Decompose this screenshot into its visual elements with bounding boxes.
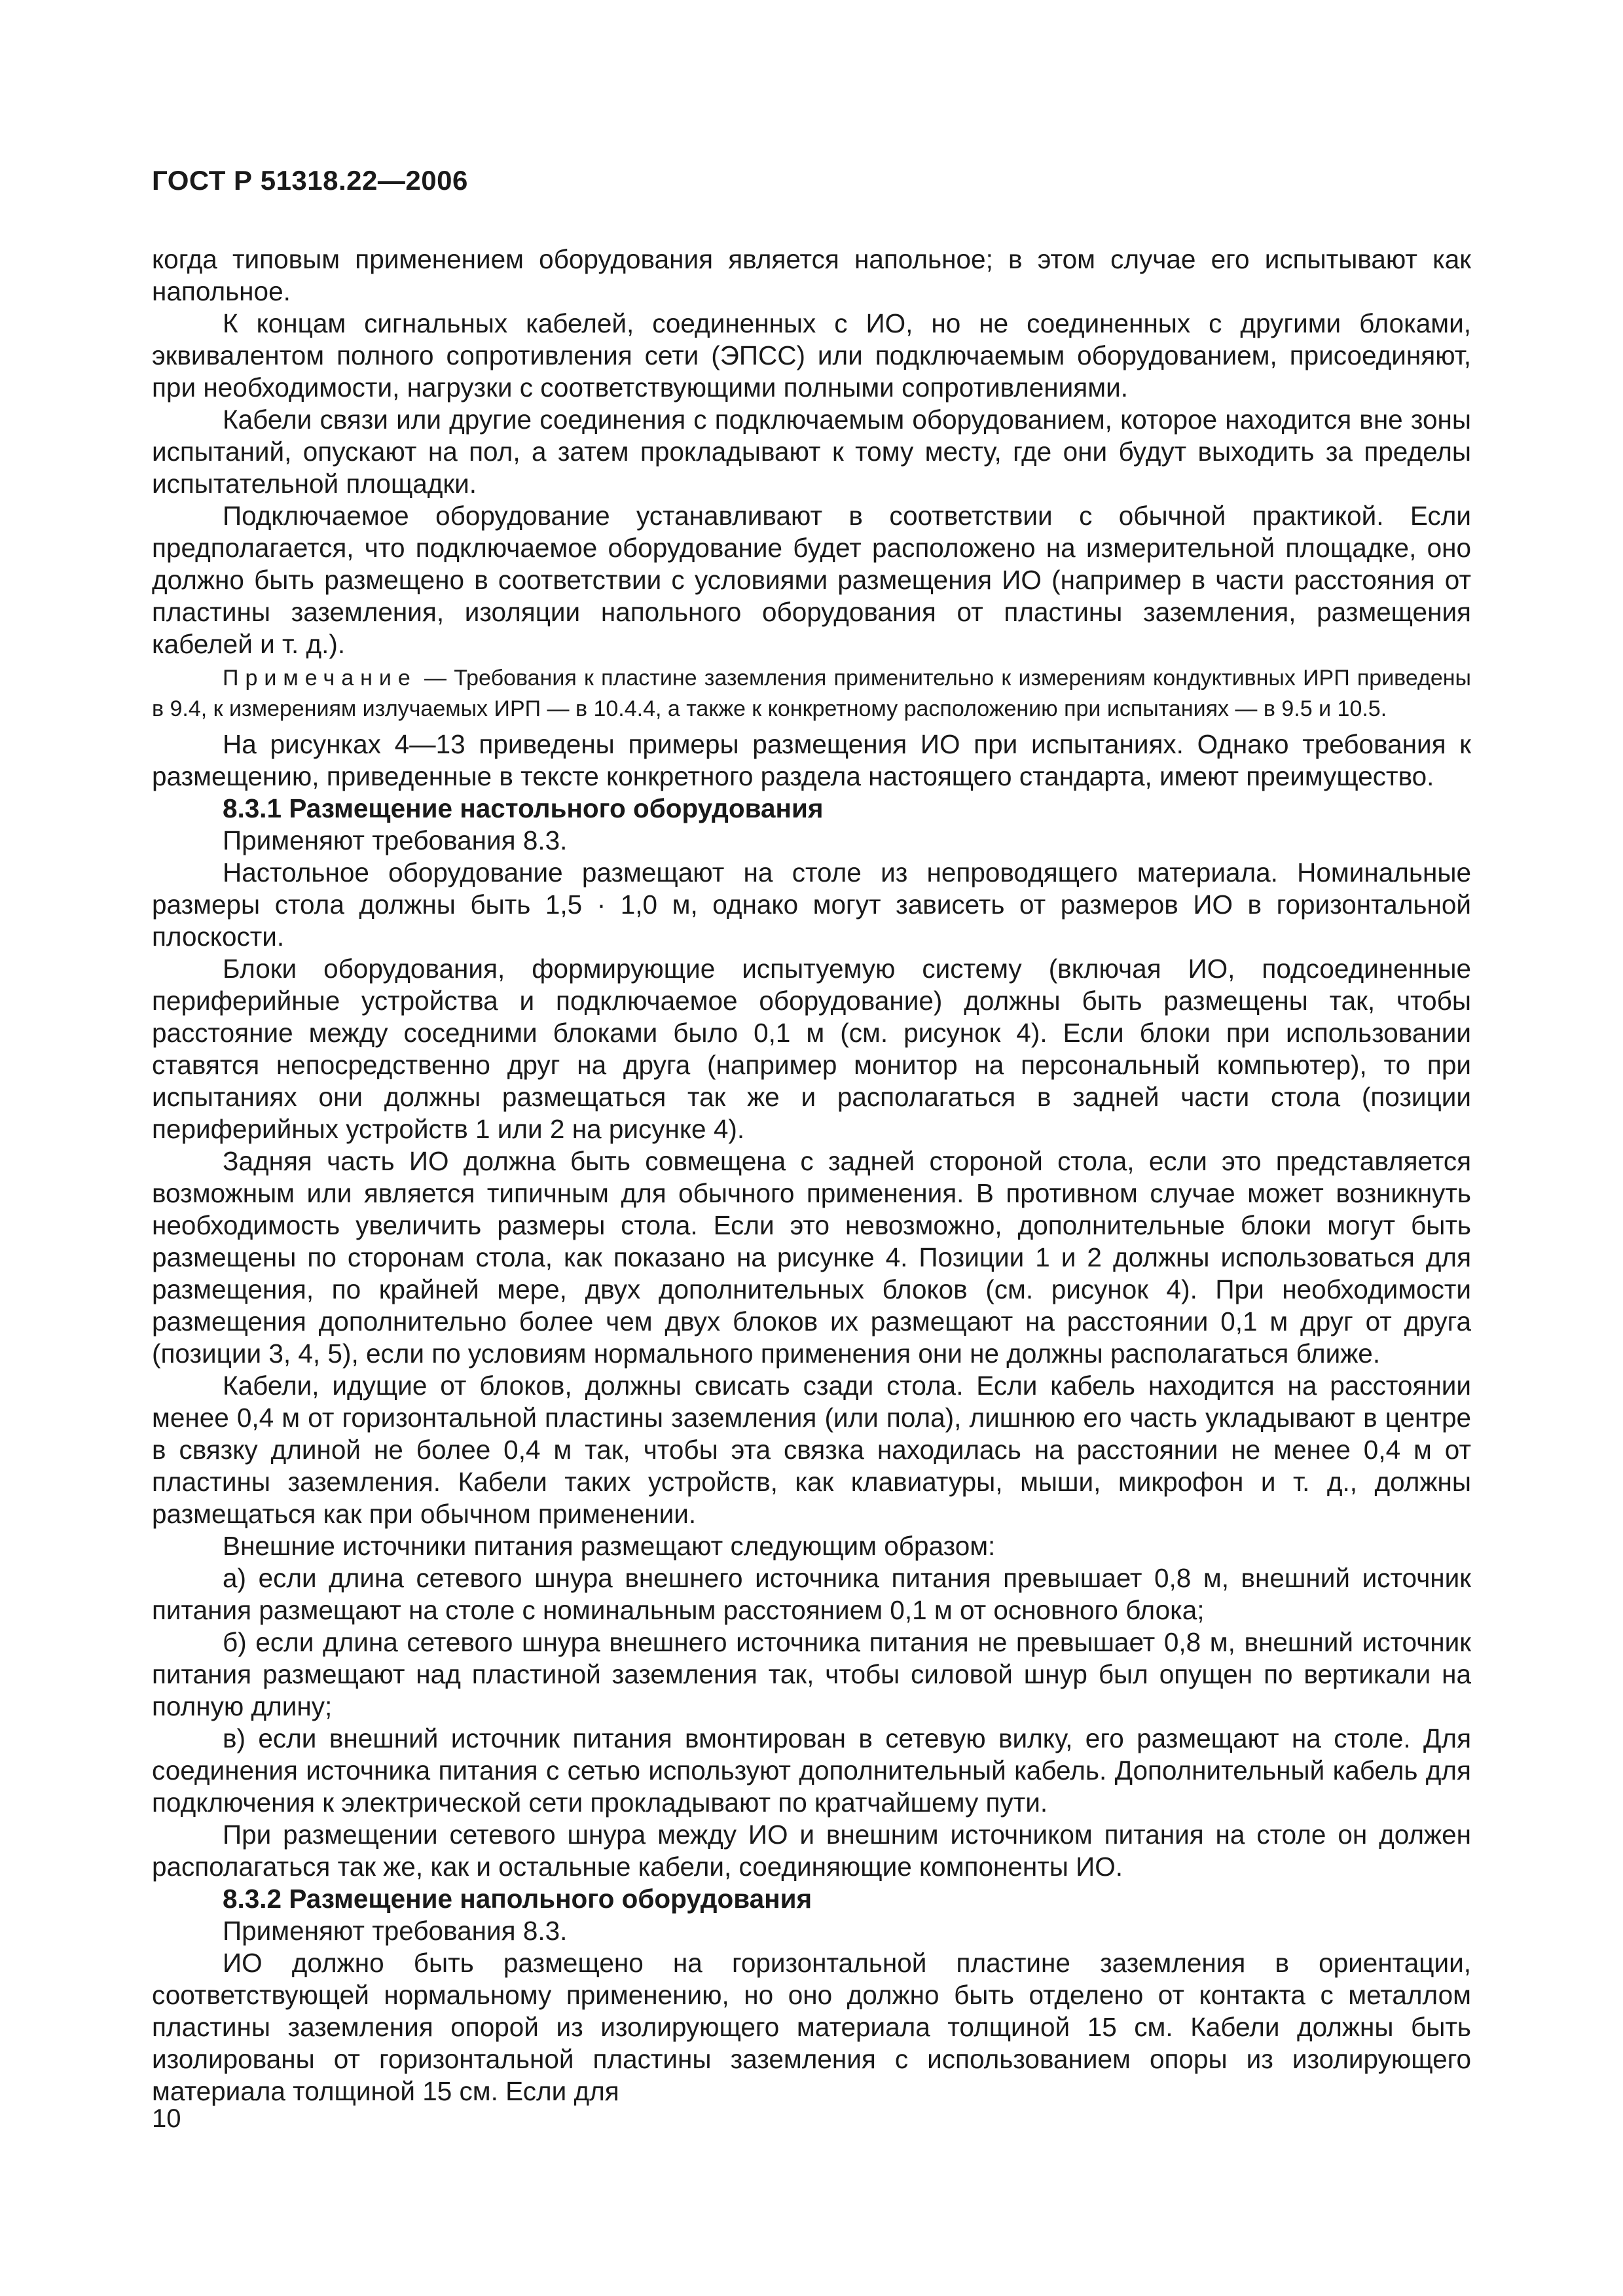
- body-text: [152, 243, 1471, 2108]
- section-heading: 8.3.1 Размещение настольного оборудования: [223, 793, 824, 823]
- note-label: Примечание: [223, 666, 417, 691]
- list-item: в) если внешний источник питания вмонтирован в сетевую вилку, его размещают на столе. Для соединения источника питания с сетью используют дополнительный кабель. Дополнительный кабель для подключения к электрической сети прокладывают по кратчайшему пути.: [152, 1723, 1471, 1818]
- list-item: б) если длина сетевого шнура внешнего источника питания не превышает 0,8 м, внешний источник питания размещают над пластиной заземления так, чтобы силовой шнур был опущен по вертикали на полную длину;: [152, 1627, 1471, 1721]
- paragraph: На рисунках 4—13 приведены примеры размещения ИО при испытаниях. Однако требования к размещению, приведенные в тексте конкретного раздела настоящего стандарта, имеют преимущество.: [152, 729, 1471, 791]
- paragraph: Задняя часть ИО должна быть совмещена с задней стороной стола, если это представляется возможным или является типичным для обычного применения. В противном случае может возникнуть необходимость увеличить размеры стола. Если это невозможно, дополнительные блоки могут быть размещены по сторонам стола, как показано на рисунке 4. Позиции 1 и 2 должны использоваться для размещения, по крайней мере, двух дополнительных блоков (см. рисунок 4). При необходимости размещения дополнительно более чем двух блоков их размещают на расстоянии 0,1 м друг от друга (позиции 3, 4, 5), если по условиям нормального применения они не должны располагаться ближе.: [152, 1146, 1471, 1369]
- paragraph: Блоки оборудования, формирующие испытуемую систему (включая ИО, подсоединенные периферийные устройства и подключаемое оборудование) должны быть размещены так, чтобы расстояние между соседними блоками было 0,1 м (см. рисунок 4). Если блоки при использовании ставятся непосредственно друг на друга (например монитор на персональный компьютер), то при испытаниях они должны размещаться так же и располагаться в задней части стола (позиции периферийных устройств 1 или 2 на рисунке 4).: [152, 954, 1471, 1144]
- paragraph: Применяют требования 8.3.: [223, 825, 568, 855]
- paragraph: Настольное оборудование размещают на столе из непроводящего материала. Номинальные размеры стола должны быть 1,5 · 1,0 м, однако могут зависеть от размеров ИО в горизонтальной плоскости.: [152, 857, 1471, 952]
- paragraph: ИО должно быть размещено на горизонтальной пластине заземления в ориентации, соответствующей нормальному применению, но оно должно быть отделено от контакта с металлом пластины заземления опорой из изолирующего материала толщиной 15 см. Кабели должны быть изолированы от горизонтальной пластины заземления с использованием опоры из изолирующего материала толщиной 15 см. Если для: [152, 1948, 1471, 2106]
- standard-header: ГОСТ Р 51318.22—2006: [152, 165, 468, 196]
- paragraph: К концам сигнальных кабелей, соединенных с ИО, но не соединенных с другими блоками, эквивалентом полного сопротивления сети (ЭПСС) или подключаемым оборудованием, присоединяют, при необходимости, нагрузки с соответствующими полными сопротивлениями.: [152, 308, 1471, 403]
- paragraph: При размещении сетевого шнура между ИО и внешним источником питания на столе он должен располагаться так же, как и остальные кабели, соединяющие компоненты ИО.: [152, 1820, 1471, 1882]
- note: [152, 663, 1471, 725]
- section-heading: 8.3.2 Размещение напольного оборудования: [223, 1884, 812, 1914]
- paragraph: Кабели связи или другие соединения с подключаемым оборудованием, которое находится вне зоны испытаний, опускают на пол, а затем прокладывают к тому месту, где они будут выходить за пределы испытательной площадки.: [152, 404, 1471, 499]
- page-number: 10: [152, 2104, 181, 2133]
- paragraph: когда типовым применением оборудования является напольное; в этом случае его испытывают как напольное.: [152, 244, 1471, 306]
- note-text: — Требования к пластине заземления применительно к измерениям кондуктивных ИРП приведены в 9.4, к измерениям излучаемых ИРП — в 10.4.4, а также к конкретному расположению при испытаниях — в 9.5 и 10.5.: [152, 666, 1471, 721]
- paragraph: Подключаемое оборудование устанавливают в соответствии с обычной практикой. Если предполагается, что подключаемое оборудование будет расположено на измерительной площадке, оно должно быть размещено в соответствии с условиями размещения ИО (например в части расстояния от пластины заземления, изоляции напольного оборудования от пластины заземления, размещения кабелей и т. д.).: [152, 501, 1471, 659]
- paragraph: Кабели, идущие от блоков, должны свисать сзади стола. Если кабель находится на расстоянии менее 0,4 м от горизонтальной пластины заземления (или пола), лишнюю его часть укладывают в центре в связку длиной не более 0,4 м так, чтобы эта связка находилась на расстоянии не менее 0,4 м от пластины заземления. Кабели таких устройств, как клавиатуры, мыши, микрофон и т. д., должны размещаться как при обычном применении.: [152, 1371, 1471, 1529]
- list-item: а) если длина сетевого шнура внешнего источника питания превышает 0,8 м, внешний источник питания размещают на столе с номинальным расстоянием 0,1 м от основного блока;: [152, 1563, 1471, 1625]
- paragraph: Применяют требования 8.3.: [223, 1916, 568, 1946]
- paragraph: Внешние источники питания размещают следующим образом:: [223, 1531, 996, 1561]
